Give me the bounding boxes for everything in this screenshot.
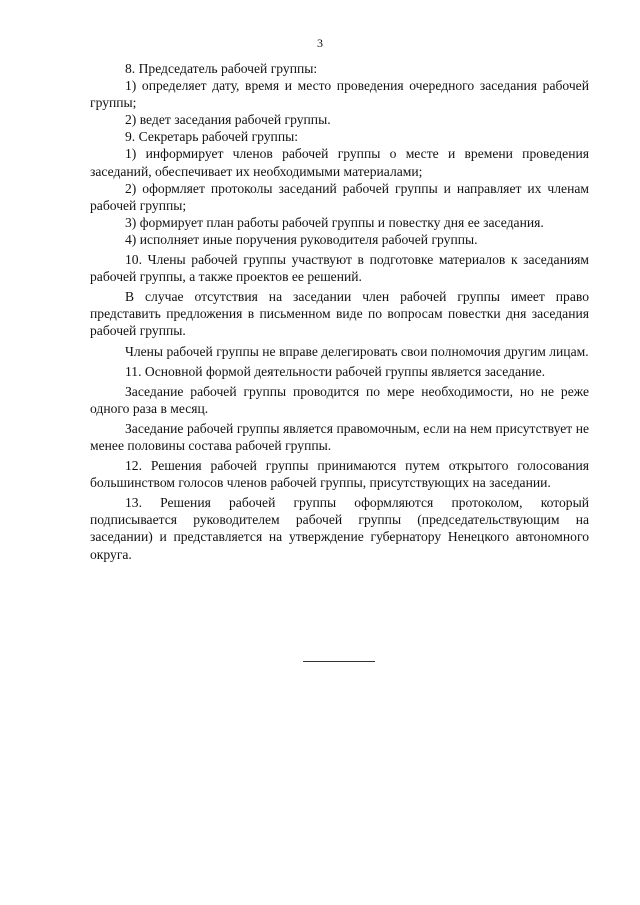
document-body xyxy=(90,60,589,563)
closing-separator-line xyxy=(303,661,375,662)
paragraph-12: 12. Решения рабочей группы принимаются путем открытого голосования большинством голосов членов рабочей группы, присутствующих на заседании. xyxy=(90,458,589,491)
paragraph-9-heading: 9. Секретарь рабочей группы: xyxy=(125,129,299,145)
paragraph-9-item-2: 2) оформляет протоколы заседаний рабочей группы и направляет их членам рабочей группы; xyxy=(90,180,589,213)
paragraph-10: 10. Члены рабочей группы участвуют в подготовке материалов к заседаниям рабочей группы, а также проектов ее решений. xyxy=(90,252,589,285)
paragraph-10-delegation: Члены рабочей группы не вправе делегировать свои полномочия другим лицам. xyxy=(125,343,589,359)
page-number: 3 xyxy=(317,36,323,50)
paragraph-8-item-2: 2) ведет заседания рабочей группы. xyxy=(125,112,331,128)
paragraph-8-item-1: 1) определяет дату, время и место проведения очередного заседания рабочей группы; xyxy=(90,78,589,111)
paragraph-8-heading: 8. Председатель рабочей группы: xyxy=(125,61,318,76)
paragraph-11-frequency: Заседание рабочей группы проводится по мере необходимости, но не реже одного раза в месяц. xyxy=(90,383,589,416)
paragraph-9-item-3: 3) формирует план работы рабочей группы и повестку дня ее заседания. xyxy=(125,214,544,230)
paragraph-13: 13. Решения рабочей группы оформляются протоколом, который подписывается руководителем рабочей группы (председательствующим на заседании) и представляется на утверждение губернатору Ненецкого автономного округа. xyxy=(90,495,589,562)
paragraph-9-item-4: 4) исполняет иные поручения руководителя рабочей группы. xyxy=(125,231,478,247)
paragraph-11: 11. Основной формой деятельности рабочей группы является заседание. xyxy=(125,363,546,379)
paragraph-9-item-1: 1) информирует членов рабочей группы о месте и времени проведения заседаний, обеспечивает их необходимыми материалами; xyxy=(90,146,589,179)
paragraph-11-quorum: Заседание рабочей группы является правомочным, если на нем присутствует не менее половины состава рабочей группы. xyxy=(90,420,589,453)
paragraph-10-absence: В случае отсутствия на заседании член рабочей группы имеет право представить предложения в письменном виде по вопросам повестки дня заседания рабочей группы. xyxy=(90,289,589,339)
